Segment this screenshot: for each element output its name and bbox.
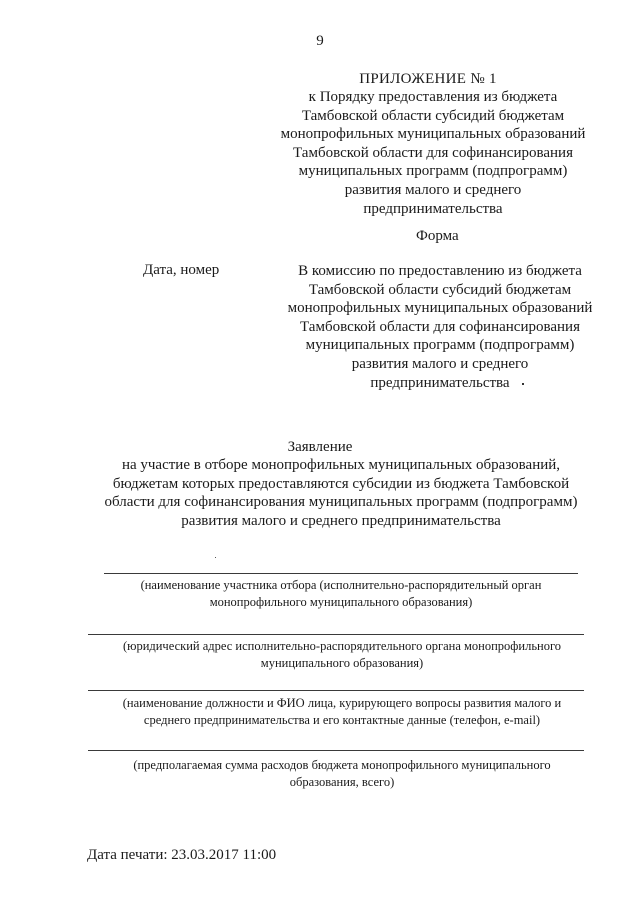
responsible-person-line <box>88 690 584 691</box>
statement-description <box>96 456 586 530</box>
date-number-label: Дата, номер <box>143 262 220 278</box>
page-number: 9 <box>316 33 324 49</box>
appendix-subtitle <box>276 88 590 218</box>
addressee-line: В комиссию по предоставлению из бюджета <box>298 263 582 279</box>
appendix-line: предпринимательства <box>363 200 503 217</box>
addressee-line: муниципальных программ (подпрограмм) <box>305 337 575 354</box>
caption-line: (предполагаемая сумма расходов бюджета монопрофильного муниципального <box>133 758 551 772</box>
statement-title: Заявление <box>287 439 353 455</box>
caption-line: (наименование участника отбора (исполнительно-распорядительный орган <box>140 578 542 592</box>
addressee-line: монопрофильных муниципальных образований <box>287 300 593 317</box>
addressee-line: развития малого и среднего <box>351 355 529 372</box>
responsible-person-caption <box>96 695 588 728</box>
budget-amount-caption <box>96 757 588 790</box>
legal-address-caption <box>96 638 588 671</box>
caption-line: образования, всего) <box>289 774 395 789</box>
appendix-line: к Порядку предоставления из бюджета <box>308 89 558 105</box>
caption-line: монопрофильного муниципального образования) <box>209 594 473 609</box>
addressee-line: Тамбовской области субсидий бюджетам <box>308 281 572 298</box>
appendix-line: муниципальных программ (подпрограмм) <box>298 163 568 180</box>
addressee-line: предпринимательства <box>370 374 510 391</box>
appendix-line: Тамбовской области для софинансирования <box>293 144 573 161</box>
appendix-title: ПРИЛОЖЕНИЕ № 1 <box>359 71 497 87</box>
caption-line: среднего предпринимательства и его контактные данные (телефон, e-mail) <box>143 712 541 727</box>
appendix-line: монопрофильных муниципальных образований <box>280 126 586 143</box>
caption-line: (юридический адрес исполнительно-распорядительного органа монопрофильного <box>122 639 562 653</box>
scan-dot <box>522 383 524 385</box>
addressee-block <box>276 262 604 392</box>
participant-name-caption <box>96 577 586 610</box>
appendix-line: Тамбовской области субсидий бюджетам <box>301 107 565 124</box>
print-date: Дата печати: 23.03.2017 11:00 <box>87 847 277 863</box>
statement-line: развития малого и среднего предпринимательства <box>181 512 501 529</box>
statement-line: бюджетам которых предоставляются субсидии из бюджета Тамбовской <box>112 475 570 492</box>
legal-address-line <box>88 634 584 635</box>
addressee-line: Тамбовской области для софинансирования <box>300 318 580 335</box>
appendix-line: развития малого и среднего <box>344 181 522 198</box>
statement-line: на участие в отборе монопрофильных муниципальных образований, <box>121 457 561 473</box>
participant-name-line <box>104 573 578 574</box>
caption-line: муниципального образования) <box>260 655 424 670</box>
statement-line: области для софинансирования муниципальных программ (подпрограмм) <box>104 494 578 511</box>
caption-line: (наименование должности и ФИО лица, курирующего вопросы развития малого и <box>122 696 562 710</box>
form-label: Форма <box>416 228 459 244</box>
budget-amount-line <box>88 750 584 751</box>
scan-dot <box>215 557 216 558</box>
